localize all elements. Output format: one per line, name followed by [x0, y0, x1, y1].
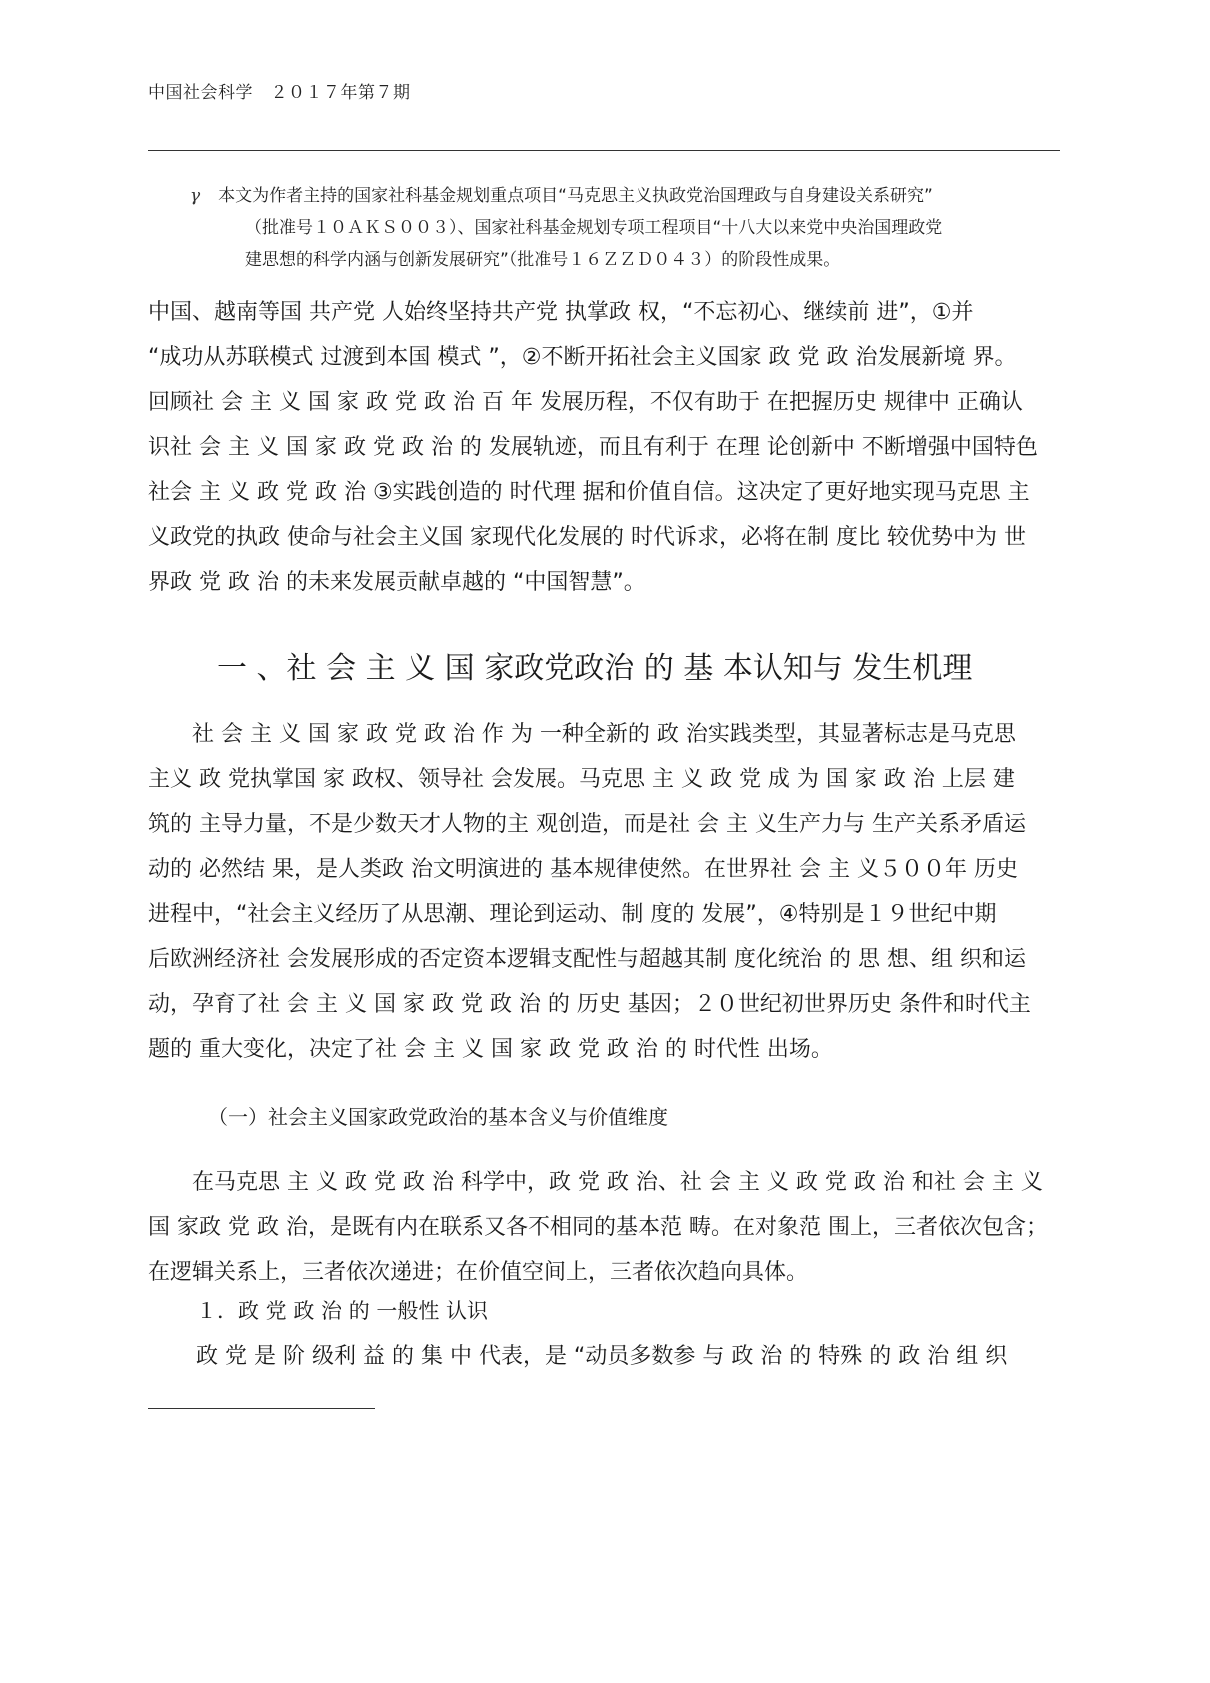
- text-line: 在逻辑关系上，三者依次递进；在价值空间上，三者依次趋向具体。: [148, 1260, 809, 1285]
- footnote-line-2: （批准号１０ＡＫＳ００３）、国家社科基金规划专项工程项目“十八大以来党中央治国理政党: [245, 218, 943, 238]
- text-line: 在马克思 主 义 政 党 政 治 科学中，政 党 政 治、社 会 主 义 政 党 政 治 和社 会 主 义: [148, 1170, 1043, 1195]
- text-line: “成功从苏联模式 过渡到本国 模式 ”，②不断开拓社会主义国家 政 党 政 治发展新境 界。: [148, 345, 1017, 370]
- footnote-rule: [148, 1408, 375, 1409]
- text-line: 动的 必然结 果，是人类政 治文明演进的 基本规律使然。在世界社 会 主 义５００年 历史: [148, 857, 1018, 882]
- text-line: 社会 主 义 政 党 政 治 ③实践创造的 时代理 据和价值自信。这决定了更好地实现马克思 主: [148, 480, 1030, 505]
- text-line: 题的 重大变化，决定了社 会 主 义 国 家 政 党 政 治 的 时代性 出场。: [148, 1037, 833, 1062]
- numbered-item-heading: １．政 党 政 治 的 一般性 认识: [196, 1299, 489, 1323]
- footnote-line-3: 建思想的科学内涵与创新发展研究”（批准号１６ＺＺＤ０４３）的阶段性成果。: [245, 250, 841, 270]
- running-header: 中国社会科学 ２０１７年第７期: [148, 83, 411, 103]
- paragraph-item1: 政 党 是 阶 级利 益 的 集 中 代表，是 “动员多数参 与 政 治 的 特殊 的 政 治 组 织: [196, 1344, 1008, 1369]
- paragraph-intro: [148, 290, 1063, 605]
- text-line: 主义 政 党执掌国 家 政权、领导社 会发展。马克思 主 义 政 党 成 为 国 家 政 治 上层 建: [148, 767, 1015, 792]
- footnote-text-1: 本文为作者主持的国家社科基金规划重点项目“马克思主义执政党治国理政与自身建设关系研究”: [218, 186, 933, 206]
- text-line: 社 会 主 义 国 家 政 党 政 治 作 为 一种全新的 政 治实践类型，其显著标志是马克思: [148, 722, 1016, 747]
- text-line: 界政 党 政 治 的未来发展贡献卓越的 “中国智慧”。: [148, 570, 646, 595]
- text-line: 进程中，“社会主义经历了从思潮、理论到运动、制 度的 发展”，④特别是１９世纪中期: [148, 902, 997, 927]
- text-line: 国 家政 党 政 治，是既有内在联系又各不相同的基本范 畴。在对象范 围上，三者依次包含；: [148, 1215, 1048, 1240]
- text-line: 筑的 主导力量，不是少数天才人物的主 观创造，而是社 会 主 义生产力与 生产关系矛盾运: [148, 812, 1026, 837]
- header-rule: [148, 150, 1060, 151]
- footnote-line-1: [190, 180, 1070, 212]
- text-line: 后欧洲经济社 会发展形成的否定资本逻辑支配性与超越其制 度化统治 的 思 想、组 织和运: [148, 947, 1026, 972]
- footnote-mark: γ: [190, 186, 201, 206]
- paragraph-section1: [148, 712, 1063, 1072]
- text-line: 中国、越南等国 共产党 人始终坚持共产党 执掌政 权，“不忘初心、继续前 进”，①并: [148, 300, 974, 325]
- section-heading-1: 一 、社 会 主 义 国 家政党政治 的 基 本认知与 发生机理: [217, 651, 973, 686]
- text-line: 回顾社 会 主 义 国 家 政 党 政 治 百 年 发展历程，不仅有助于 在把握历史 规律中 正确认: [148, 390, 1023, 415]
- text-line: 义政党的执政 使命与社会主义国 家现代化发展的 时代诉求，必将在制 度比 较优势中为 世: [148, 525, 1026, 550]
- text-line: 动，孕育了社 会 主 义 国 家 政 党 政 治 的 历史 基因；２０世纪初世界历史 条件和时代主: [148, 992, 1031, 1017]
- funding-footnote: [190, 180, 1070, 276]
- paragraph-subsection1: [148, 1160, 1063, 1295]
- subsection-heading-1: （一）社会主义国家政党政治的基本含义与价值维度: [208, 1105, 668, 1129]
- text-line: 识社 会 主 义 国 家 政 党 政 治 的 发展轨迹，而且有利于 在理 论创新中 不断增强中国特色: [148, 435, 1038, 460]
